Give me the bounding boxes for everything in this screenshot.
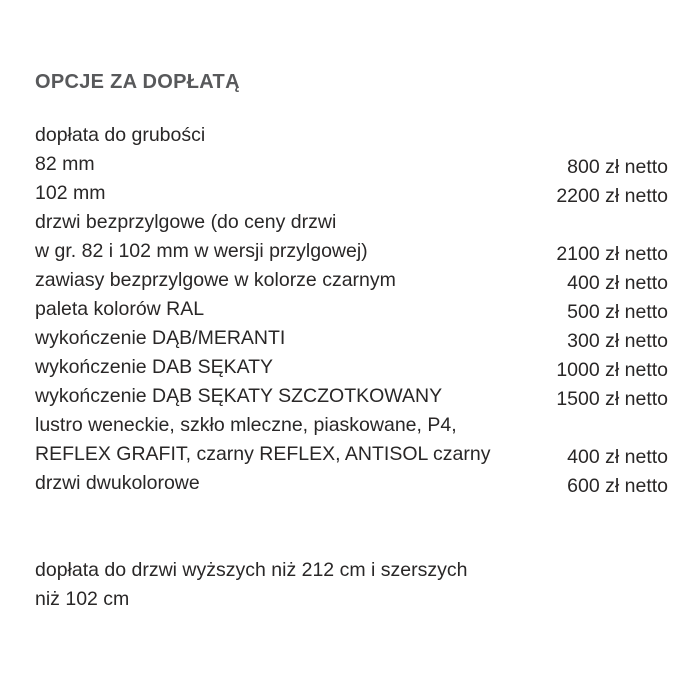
option-label: drzwi bezprzylgowe (do ceny drzwi bbox=[35, 211, 337, 233]
option-price: 400 zł netto bbox=[567, 446, 668, 468]
price-row bbox=[35, 237, 668, 266]
option-price: 600 zł netto bbox=[567, 475, 668, 497]
option-price: 2100 zł netto bbox=[556, 243, 668, 265]
option-label: 102 mm bbox=[35, 182, 106, 204]
price-row bbox=[35, 382, 668, 411]
price-row bbox=[35, 353, 668, 382]
option-label: drzwi dwukolorowe bbox=[35, 472, 200, 494]
option-label: dopłata do grubości bbox=[35, 124, 206, 146]
option-label: zawiasy bezprzylgowe w kolorze czarnym bbox=[35, 269, 396, 291]
price-row bbox=[35, 324, 668, 353]
option-price: 500 zł netto bbox=[567, 301, 668, 323]
price-row bbox=[35, 179, 668, 208]
price-row bbox=[35, 150, 668, 179]
price-row bbox=[35, 440, 668, 469]
option-price: 2200 zł netto bbox=[556, 185, 668, 207]
option-label: wykończenie DĄB/MERANTI bbox=[35, 327, 286, 349]
page-title: OPCJE ZA DOPŁATĄ bbox=[35, 71, 240, 93]
price-row bbox=[35, 266, 668, 295]
option-label: REFLEX GRAFIT, czarny REFLEX, ANTISOL czarny bbox=[35, 443, 491, 465]
option-label: paleta kolorów RAL bbox=[35, 298, 205, 320]
option-label: w gr. 82 i 102 mm w wersji przylgowej) bbox=[35, 240, 368, 262]
option-price: 300 zł netto bbox=[567, 330, 668, 352]
option-price: 1000 zł netto bbox=[556, 359, 668, 381]
footer-note bbox=[35, 556, 668, 614]
option-label: wykończenie DAB SĘKATY bbox=[35, 356, 274, 378]
option-price: 1500 zł netto bbox=[556, 388, 668, 410]
footer-note-line2: niż 102 cm bbox=[35, 588, 130, 610]
price-row bbox=[35, 121, 668, 150]
option-price: 400 zł netto bbox=[567, 272, 668, 294]
price-row bbox=[35, 295, 668, 324]
footer-note-line1: dopłata do drzwi wyższych niż 212 cm i szerszych bbox=[35, 559, 468, 581]
price-row bbox=[35, 208, 668, 237]
price-row bbox=[35, 411, 668, 440]
option-label: wykończenie DĄB SĘKATY SZCZOTKOWANY bbox=[35, 385, 443, 407]
price-row bbox=[35, 469, 668, 498]
price-list bbox=[35, 121, 668, 498]
option-label: lustro weneckie, szkło mleczne, piaskowane, P4, bbox=[35, 414, 457, 436]
option-label: 82 mm bbox=[35, 153, 95, 175]
option-price: 800 zł netto bbox=[567, 156, 668, 178]
